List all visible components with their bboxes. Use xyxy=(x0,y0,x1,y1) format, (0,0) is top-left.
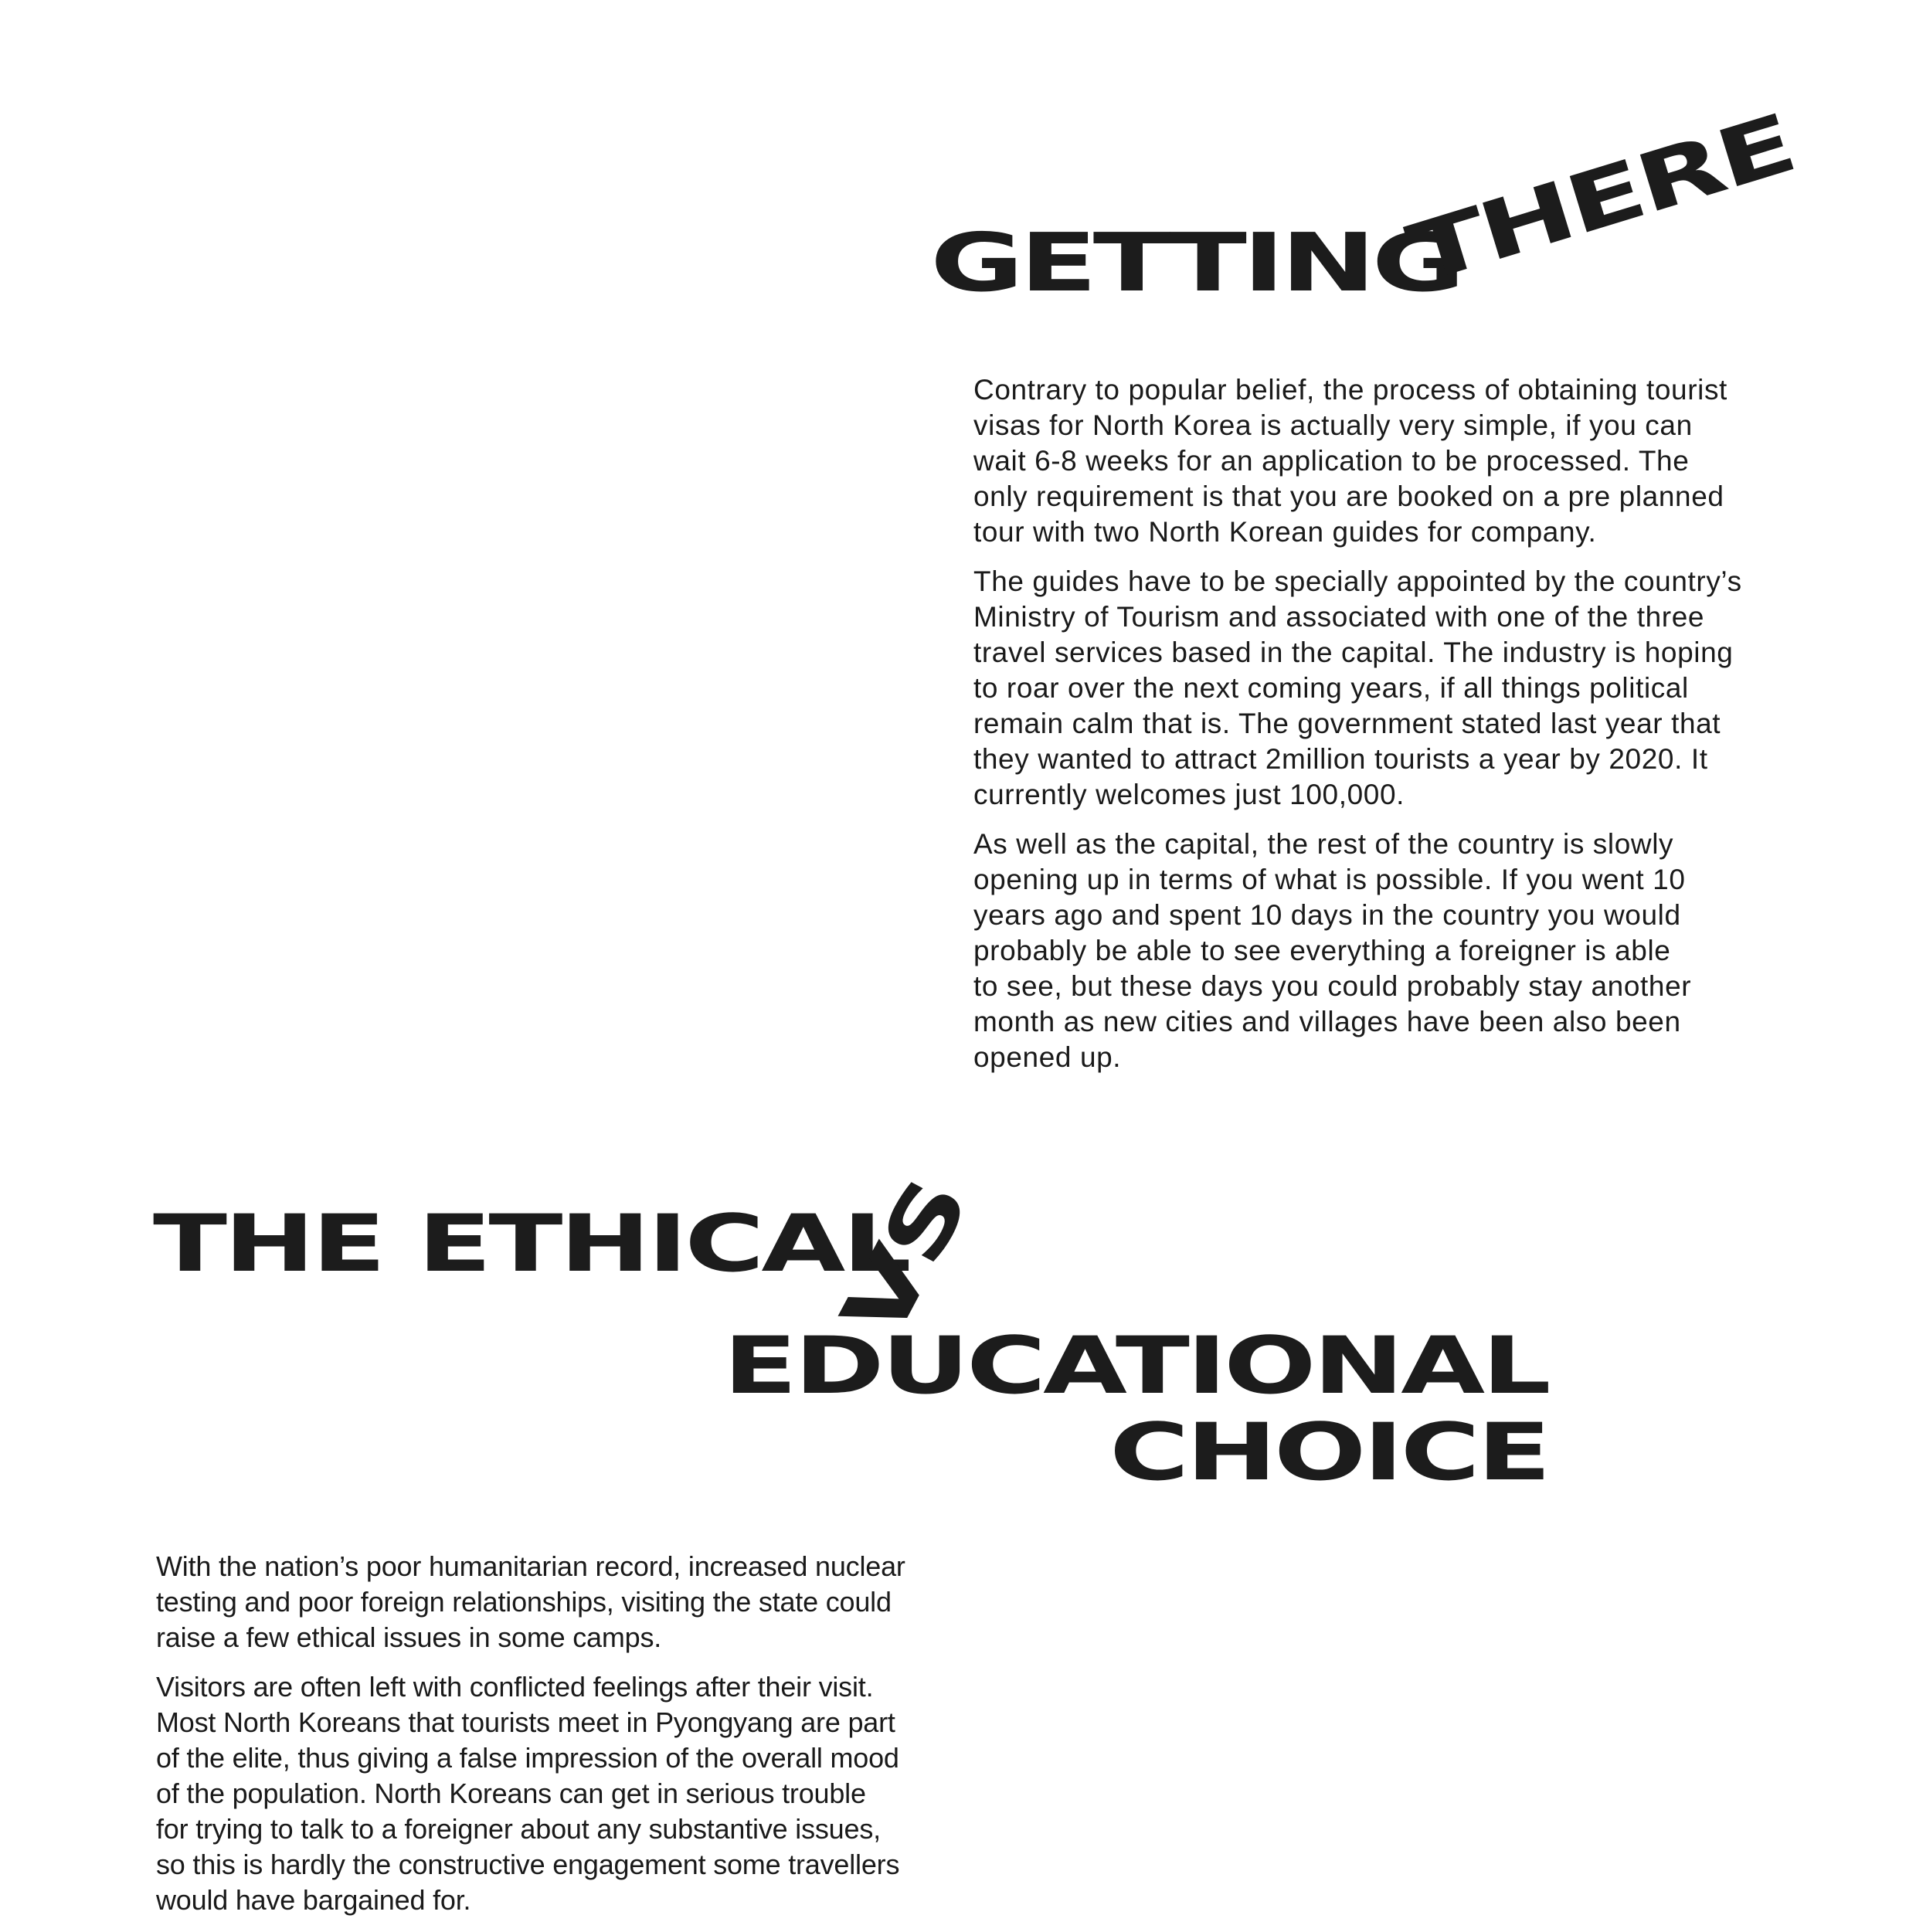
heading-there xyxy=(1397,96,1803,302)
heading-the-ethical xyxy=(153,1198,909,1290)
getting-paragraph-3: As well as the capital, the rest of the country is slowly opening up in terms of what is possible. If you went 10 years ago and spent 10 days in the country you would probably be able to see everything a foreigner is able to see, but these days you could probably stay another month as new cities and villages have been also been opened up. xyxy=(973,828,1692,1073)
getting-paragraph-1: Contrary to popular belief, the process of obtaining tourist visas for North Korea is actually very simple, if you can wait 6-8 weeks for an application to be processed. The only requirement is that you are booked on a pre planned tour with two North Korean guides for company. xyxy=(973,374,1727,548)
heading-getting-word: GETTING xyxy=(930,216,1461,310)
heading-choice-text: CHOICE xyxy=(1109,1407,1548,1499)
ethical-body xyxy=(156,1549,967,1932)
getting-there-body xyxy=(973,372,1831,1089)
heading-educational xyxy=(723,1320,1548,1412)
heading-there-word: THERE xyxy=(1397,96,1803,302)
ethical-paragraph-2: Visitors are often left with conflicted feelings after their visit. Most North Koreans that tourists meet in Pyongyang are part of the elite, thus giving a false impression of the overall mood of the population. North Koreans can get in serious trouble for trying to talk to a foreigner about any substantive issues, so this is hardly the constructive engagement some travellers would have bargained for. xyxy=(156,1671,900,1916)
ethical-paragraph-1: With the nation’s poor humanitarian record, increased nuclear testing and poor foreign relationships, visiting the state could raise a few ethical issues in some camps. xyxy=(156,1550,905,1653)
heading-educational-text: EDUCATIONAL xyxy=(723,1320,1548,1412)
heading-the-ethical-text: THE ETHICAL xyxy=(153,1198,909,1290)
heading-vs-text: VS xyxy=(822,1164,987,1356)
heading-choice xyxy=(1109,1407,1548,1499)
getting-paragraph-2: The guides have to be specially appointed by the country’s Ministry of Tourism and associated with one of the three travel services based in the capital. The industry is hoping to roar over the next coming years, if all things political remain calm that is. The government stated last year that they wanted to attract 2million tourists a year by 2020. It currently welcomes just 100,000. xyxy=(973,565,1742,810)
heading-getting xyxy=(930,216,1461,310)
